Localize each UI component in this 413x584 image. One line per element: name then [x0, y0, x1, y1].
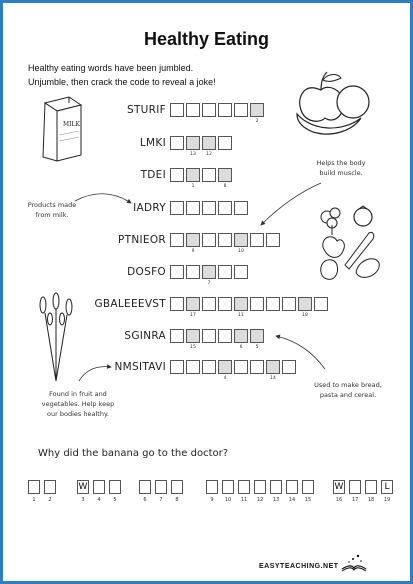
code-box-number: 2	[48, 497, 52, 503]
answer-letter-box[interactable]	[170, 136, 184, 150]
note-line: Helps the body	[316, 159, 366, 167]
answer-letter-box[interactable]	[250, 297, 264, 311]
code-letter-box[interactable]	[155, 480, 167, 494]
note-line: build muscle.	[319, 169, 363, 177]
jumbled-word: IADRY	[133, 202, 166, 214]
answer-letter-box[interactable]	[170, 265, 184, 279]
milk-label: MILK	[63, 121, 80, 128]
code-number: 15	[190, 345, 196, 350]
answer-letter-box[interactable]	[170, 103, 184, 117]
note-fruit	[33, 389, 123, 419]
answer-letter-box[interactable]	[170, 168, 184, 182]
answer-letter-box[interactable]	[266, 233, 280, 247]
code-box-number: 11	[240, 497, 248, 503]
brand-logo-text: EASYTEACHING.NET	[259, 563, 339, 570]
code-box-number: 3	[81, 497, 85, 503]
answer-letter-box[interactable]	[170, 297, 184, 311]
answer-letter-box[interactable]	[170, 360, 184, 374]
code-letter-box[interactable]	[109, 480, 121, 494]
answer-letter-box[interactable]	[202, 201, 216, 215]
code-box-number: 4	[97, 497, 101, 503]
code-letter-box[interactable]	[286, 480, 298, 494]
answer-letter-box[interactable]	[282, 360, 296, 374]
answer-letter-box[interactable]	[218, 201, 232, 215]
note-line: our bodies healthy.	[47, 410, 109, 418]
code-letter-box[interactable]	[302, 480, 314, 494]
answer-letter-box[interactable]	[282, 297, 296, 311]
clue-arrows	[3, 3, 410, 581]
note-line: from milk.	[35, 211, 69, 219]
answer-letter-box[interactable]	[266, 360, 280, 374]
answer-letter-box[interactable]	[186, 201, 200, 215]
answer-letter-box[interactable]	[186, 136, 200, 150]
answer-letter-box[interactable]	[218, 136, 232, 150]
answer-letter-box[interactable]	[218, 329, 232, 343]
answer-letter-box[interactable]	[234, 265, 248, 279]
instruction-line: Unjumble, then crack the code to reveal a joke!	[28, 77, 216, 87]
answer-letter-box[interactable]	[218, 360, 232, 374]
answer-letter-box[interactable]	[266, 297, 280, 311]
note-bread	[303, 380, 393, 400]
code-box-number: 9	[210, 497, 214, 503]
note-line: Found in fruit and	[49, 390, 107, 398]
answer-letter-box[interactable]	[234, 201, 248, 215]
code-letter-box[interactable]	[365, 480, 377, 494]
code-letter-box[interactable]	[238, 480, 250, 494]
code-box-number: 16	[335, 497, 343, 503]
code-letter-box[interactable]: W	[78, 482, 88, 492]
code-number: 18	[302, 313, 308, 318]
answer-letter-box[interactable]	[202, 329, 216, 343]
code-box-number: 6	[143, 497, 147, 503]
answer-letter-box[interactable]	[186, 297, 200, 311]
code-box-number: 5	[113, 497, 117, 503]
code-number: 1	[191, 184, 195, 189]
answer-letter-box[interactable]	[186, 168, 200, 182]
code-box-number: 14	[288, 497, 296, 503]
answer-letter-box[interactable]	[234, 329, 248, 343]
note-line: Used to make bread,	[314, 381, 382, 389]
answer-letter-box[interactable]	[234, 297, 248, 311]
code-letter-box[interactable]	[93, 480, 105, 494]
code-number: 17	[190, 313, 196, 318]
answer-letter-box[interactable]	[186, 265, 200, 279]
code-letter-box[interactable]	[206, 480, 218, 494]
code-box-number: 10	[224, 497, 232, 503]
answer-letter-box[interactable]	[202, 103, 216, 117]
answer-letter-box[interactable]	[298, 297, 312, 311]
code-box-number: 12	[256, 497, 264, 503]
answer-letter-box[interactable]	[234, 103, 248, 117]
answer-letter-box[interactable]	[218, 265, 232, 279]
code-letter-box[interactable]	[270, 480, 282, 494]
answer-letter-box[interactable]	[170, 329, 184, 343]
answer-letter-box[interactable]	[234, 360, 248, 374]
code-letter-box[interactable]	[171, 480, 183, 494]
code-letter-box[interactable]	[139, 480, 151, 494]
answer-letter-box[interactable]	[234, 233, 248, 247]
code-number: 7	[207, 281, 211, 286]
note-milk	[17, 200, 87, 220]
answer-letter-box[interactable]	[186, 233, 200, 247]
code-letter-box[interactable]: L	[381, 480, 393, 494]
code-number: 9	[191, 249, 195, 254]
answer-letter-box[interactable]	[186, 360, 200, 374]
code-number: 2	[255, 119, 259, 124]
jumbled-word: LMKI	[139, 137, 166, 149]
answer-letter-box[interactable]	[202, 297, 216, 311]
answer-letter-box[interactable]	[250, 233, 264, 247]
code-box-number: 7	[159, 497, 163, 503]
code-letter-box[interactable]	[222, 480, 234, 494]
answer-letter-box[interactable]	[250, 329, 264, 343]
code-number: 11	[238, 313, 244, 318]
code-number: 8	[223, 184, 227, 189]
code-box-number: 13	[272, 497, 280, 503]
code-number: 4	[223, 376, 227, 381]
answer-letter-box[interactable]	[218, 103, 232, 117]
jumbled-word: TDEI	[140, 169, 166, 181]
code-number: 12	[206, 152, 212, 157]
code-box-number: 17	[351, 497, 359, 503]
code-number: 13	[190, 152, 196, 157]
joke-question: Why did the banana go to the doctor?	[38, 448, 229, 459]
note-muscle	[299, 158, 383, 178]
code-number: 6	[239, 345, 243, 350]
code-number: 14	[270, 376, 276, 381]
jumbled-word: PTNIEOR	[118, 234, 166, 246]
code-letter-box[interactable]	[44, 480, 56, 494]
answer-letter-box[interactable]	[170, 201, 184, 215]
jumbled-word: SGINRA	[124, 330, 166, 342]
answer-letter-box[interactable]	[202, 360, 216, 374]
code-box-number: 19	[383, 497, 391, 503]
answer-letter-box[interactable]	[218, 297, 232, 311]
answer-letter-box[interactable]	[202, 168, 216, 182]
instruction-line: Healthy eating words have been jumbled.	[28, 63, 194, 73]
note-line: Products made	[27, 201, 77, 209]
answer-letter-box[interactable]	[250, 103, 264, 117]
code-box-number: 18	[367, 497, 375, 503]
code-number: 5	[255, 345, 259, 350]
code-box-number: 8	[175, 497, 179, 503]
jumbled-word: GBALEEEVST	[94, 298, 166, 310]
answer-letter-box[interactable]	[202, 265, 216, 279]
code-box-number: 1	[32, 497, 36, 503]
answer-letter-box[interactable]	[250, 360, 264, 374]
answer-letter-box[interactable]	[202, 233, 216, 247]
note-line: vegetables. Help keep	[41, 400, 115, 408]
book-stars-icon	[339, 553, 369, 573]
jumbled-word: DOSFO	[127, 266, 166, 278]
code-number: 10	[238, 249, 244, 254]
code-letter-box[interactable]	[254, 480, 266, 494]
jumbled-word: STURIF	[127, 104, 166, 116]
answer-letter-box[interactable]	[186, 103, 200, 117]
jumbled-word: NMSITAVI	[114, 361, 166, 373]
answer-letter-box[interactable]	[170, 233, 184, 247]
answer-letter-box[interactable]	[314, 297, 328, 311]
page-title: Healthy Eating	[143, 29, 270, 49]
code-box-number: 15	[304, 497, 312, 503]
answer-letter-box[interactable]	[202, 136, 216, 150]
code-letter-box[interactable]	[349, 480, 361, 494]
code-letter-box[interactable]: W	[334, 482, 344, 492]
answer-letter-box[interactable]	[186, 329, 200, 343]
answer-letter-box[interactable]	[218, 233, 232, 247]
note-line: pasta and cereal.	[319, 391, 377, 399]
code-letter-box[interactable]	[28, 480, 40, 494]
answer-letter-box[interactable]	[218, 168, 232, 182]
